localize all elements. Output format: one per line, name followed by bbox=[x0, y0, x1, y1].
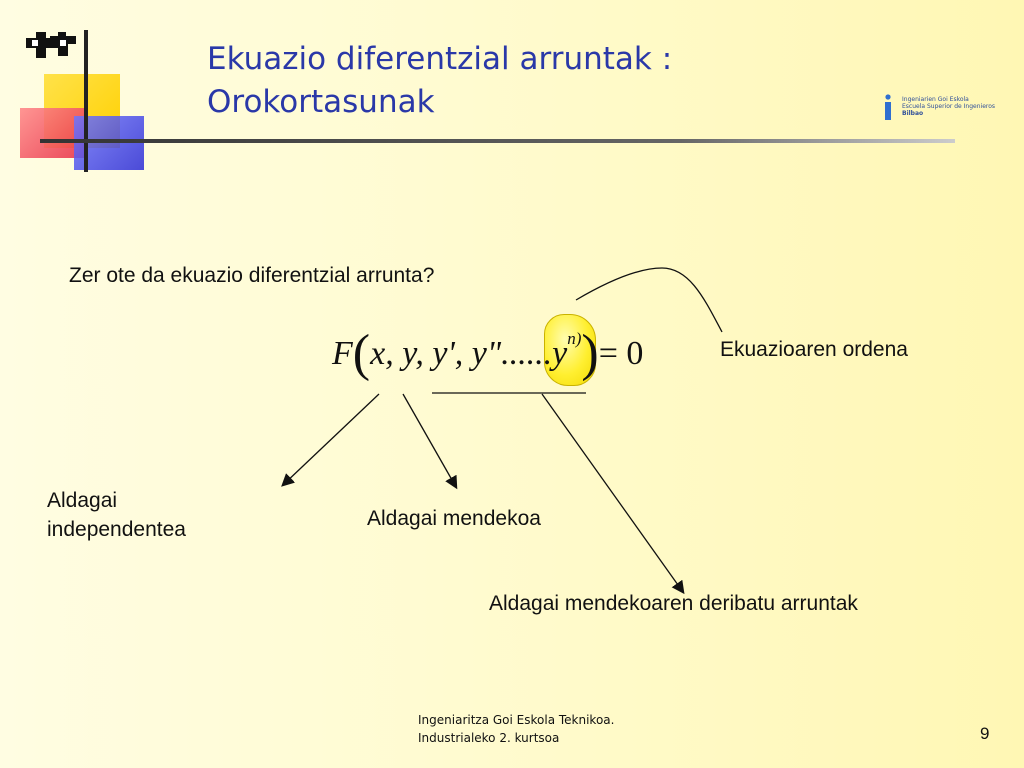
formula-order-superscript: n) bbox=[567, 329, 582, 348]
arrow-to-independent bbox=[283, 394, 379, 485]
school-logo-line-3: Bilbao bbox=[902, 110, 924, 117]
title-line-1: Ekuazio diferentzial arruntak : bbox=[207, 41, 673, 77]
formula-args: x, y, y', y"......y bbox=[370, 335, 568, 372]
footer-line-1: Ingeniaritza Goi Eskola Teknikoa. bbox=[418, 713, 615, 727]
title-line-2: Orokortasunak bbox=[207, 84, 435, 120]
label-independent-line-2: independentea bbox=[47, 518, 186, 541]
arrow-to-dependent bbox=[403, 394, 456, 487]
page-number: 9 bbox=[980, 724, 990, 743]
order-connector-line bbox=[576, 268, 722, 332]
question-text: Zer ote da ekuazio diferentzial arrunta? bbox=[69, 264, 435, 287]
label-independent bbox=[47, 486, 186, 544]
school-logo-line-2: Escuela Superior de Ingenieros bbox=[902, 103, 996, 110]
label-order: Ekuazioaren ordena bbox=[720, 338, 908, 361]
school-logo-line-1: Ingeniarien Goi Eskola bbox=[902, 96, 969, 103]
formula-open-paren: ( bbox=[352, 325, 371, 382]
footer-text bbox=[418, 711, 614, 747]
label-derivatives: Aldagai mendekoaren deribatu arruntak bbox=[489, 592, 858, 615]
formula-equals-zero: = 0 bbox=[598, 335, 644, 372]
arrow-to-derivatives bbox=[542, 394, 683, 592]
formula-F: F bbox=[332, 335, 353, 372]
formula-close-paren: ) bbox=[581, 325, 599, 382]
label-independent-line-1: Aldagai bbox=[47, 489, 118, 512]
footer-line-2: Industrialeko 2. kurtsoa bbox=[418, 731, 560, 745]
label-dependent: Aldagai mendekoa bbox=[367, 507, 541, 530]
